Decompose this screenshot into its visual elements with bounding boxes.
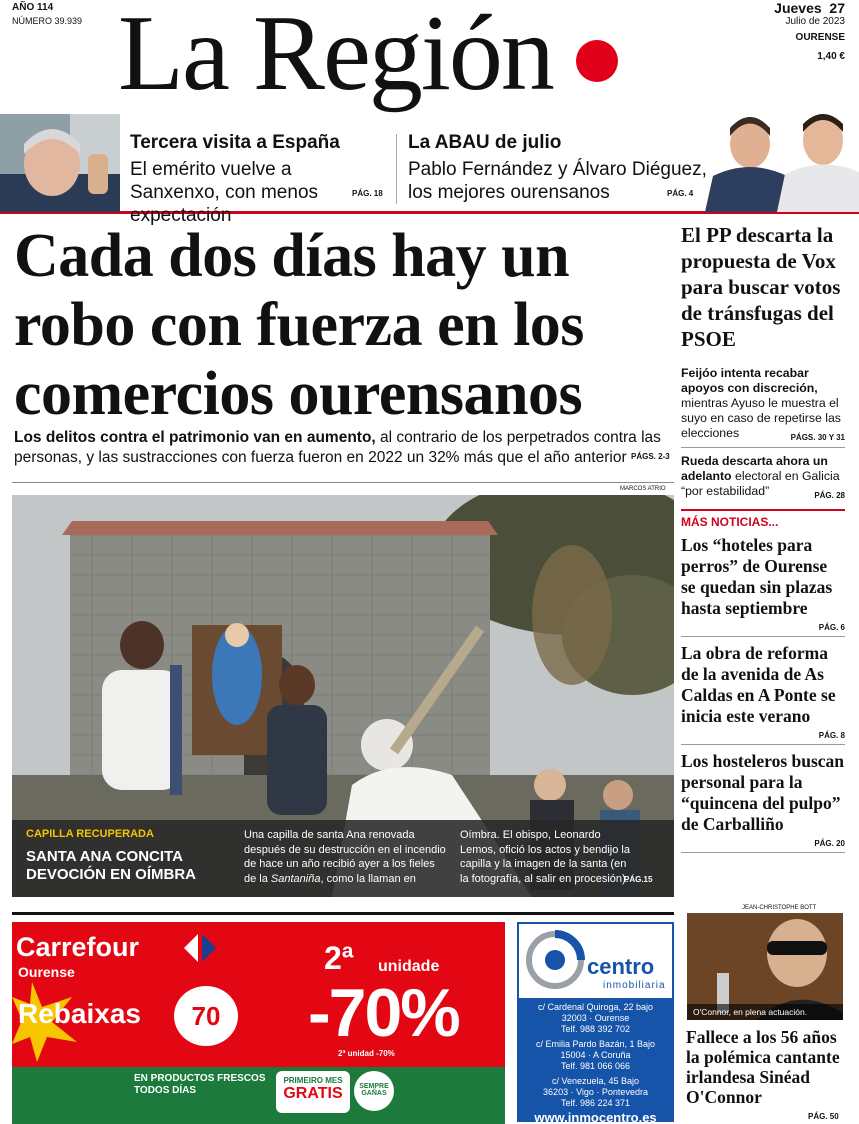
centro-brand: centro <box>587 954 655 979</box>
centro-inmobiliaria-ad[interactable] <box>517 922 674 1122</box>
right-sub-2-bold: Rueda descarta ahora un adelanto <box>681 454 828 483</box>
right-item-1[interactable]: Los “hoteles para perros” de Ourense se quedan sin plazas hasta septiembre <box>681 535 833 618</box>
centro-offices <box>519 998 672 1124</box>
carrefour-brand: Carrefour <box>16 932 140 962</box>
teaser-2-title: La ABAU de julio <box>408 132 562 153</box>
teaser-photo-students <box>705 106 859 212</box>
free-badge <box>276 1071 350 1113</box>
lead-deck-bold: Los delitos contra el patrimonio van en aumento, <box>14 429 376 446</box>
right-sub-1-text: mientras Ayuso le muestra el suyo en caso de repetirse las elecciones <box>681 396 841 440</box>
newspaper-logo[interactable]: La Región <box>118 0 553 113</box>
teaser-2[interactable] <box>408 132 708 204</box>
teaser-bar <box>0 112 859 226</box>
centro-logo-icon <box>525 930 585 990</box>
masthead <box>0 0 859 113</box>
office-1-line-2: 32003 · Ourense <box>561 1013 630 1023</box>
carrefour-city: Ourense <box>18 964 75 980</box>
office-3-line-1: c/ Venezuela, 45 Bajo <box>551 1076 640 1086</box>
teaser-1-text: El emérito vuelve a Sanxenxo, con menos expectación <box>130 159 319 226</box>
office-3-line-2: 36203 · Vigo · Pontevedra <box>543 1087 648 1097</box>
teaser-1-title: Tercera visita a España <box>130 132 340 153</box>
right-item-1-page: PÁG. 6 <box>818 623 845 632</box>
edition: OURENSE <box>795 32 845 43</box>
year-label: AÑO 114 <box>12 2 54 13</box>
right-item-3-page: PÁG. 20 <box>814 839 845 848</box>
carrefour-discount: -70% <box>308 975 459 1051</box>
office-2-line-1: c/ Emilia Pardo Bazán, 1 Bajo <box>535 1039 656 1049</box>
singer-caption: O'Connor, en plena actuación. <box>687 1004 843 1020</box>
right-sub-2 <box>681 454 845 499</box>
teaser-1[interactable] <box>130 132 390 227</box>
month-year: Julio de 2023 <box>785 16 845 27</box>
right-sub-1-bold: Feijóo intenta recabar apoyos con discreción, <box>681 366 818 395</box>
right-last-headline[interactable]: Fallece a los 56 años la polémica cantante irlandesa Sinéad O'Connor <box>686 1027 840 1107</box>
photo-credit: MARCOS ATRIO <box>620 486 666 492</box>
lead-deck-text: al contrario de los perpetrados contra las personas, y las sustracciones con fuerza fueron en 2022 un 32% más que el año anterior <box>14 429 661 466</box>
right-sub-2-text: electoral en Galicia “por estabilidad” <box>681 469 840 498</box>
divider <box>12 482 674 483</box>
carrefour-unit: unidade <box>378 958 440 975</box>
right-item-2-page: PÁG. 8 <box>818 731 845 740</box>
main-headline[interactable]: Cada dos días hay un robo con fuerza en los comercios ourensanos <box>14 222 584 428</box>
sempre-ganas-badge: SEMPRE GAÑAS <box>354 1071 394 1111</box>
office-3-line-3: Telf. 986 224 371 <box>560 1098 631 1108</box>
right-item-2[interactable]: La obra de reforma de la avenida de As Caldas en A Ponte se inicia este verano <box>681 643 836 726</box>
right-sub-2-page: PÁG. 28 <box>814 491 845 500</box>
rule <box>681 744 845 745</box>
caption-kicker: CAPILLA RECUPERADA <box>26 828 154 840</box>
issue-number: NÚMERO 39.939 <box>12 16 83 26</box>
discount-badge: 70 <box>174 986 238 1046</box>
right-top-headline[interactable]: El PP descarta la propuesta de Vox para buscar votos de tránsfugas del PSOE <box>681 223 841 351</box>
carrefour-promo: Rebaixas <box>18 998 141 1029</box>
teaser-1-page: PÁG. 18 <box>352 189 383 198</box>
centro-website[interactable]: www.inmocentro.es <box>534 1110 657 1124</box>
logo-red-dot <box>576 40 618 82</box>
first-month: PRIMEIRO MES <box>283 1076 343 1085</box>
date-block <box>735 0 845 62</box>
lead-page: PÁGS. 2-3 <box>631 452 670 461</box>
rule <box>681 852 845 853</box>
day: 27 <box>829 0 845 16</box>
photo-caption-bar <box>12 820 674 897</box>
carrefour-ad[interactable] <box>12 922 505 1067</box>
more-news-label: MÁS NOTICIAS... <box>681 515 779 529</box>
office-2-line-3: Telf. 981 066 066 <box>560 1061 631 1071</box>
right-last-page: PÁG. 50 <box>808 1112 839 1121</box>
caption-title[interactable]: SANTA ANA CONCITA DEVOCIÓN EN OÍMBRA <box>26 848 197 883</box>
rule <box>681 636 845 637</box>
caption-italic: Santaniña <box>270 872 321 885</box>
caption-text-1a: Una capilla de santa Ana renovada después de su destrucción en el incendio de hace un año recibió ayer a los fieles de la <box>244 829 446 885</box>
office-1-line-3: Telf. 988 392 702 <box>560 1024 631 1034</box>
fresh-products: EN PRODUCTOS FRESCOS TODOS DÍAS <box>134 1073 266 1096</box>
ad-divider <box>12 912 674 915</box>
carrefour-small-unit: 2ª unidad -70% <box>338 1049 395 1058</box>
caption-text-1b: , como la llaman en <box>320 872 416 885</box>
caption-page: PÁG.15 <box>624 875 653 884</box>
price: 1,40 € <box>817 51 845 62</box>
right-column <box>681 222 845 853</box>
teaser-divider <box>396 134 397 204</box>
carrefour-ordinal: 2ª <box>324 940 354 976</box>
singer-photo-credit: JEAN-CHRISTOPHE BOTT <box>742 905 817 911</box>
free-label: GRATIS <box>283 1085 343 1102</box>
lead-deck <box>14 428 674 468</box>
caption-text-1 <box>244 828 450 886</box>
centro-tagline: inmobiliaria <box>603 980 666 991</box>
teaser-photo-emeritus <box>0 114 120 212</box>
teaser-2-page: PÁG. 4 <box>667 189 694 198</box>
carrefour-logo-icon <box>180 932 220 964</box>
caption-text-2: Oímbra. El obispo, Leonardo Lemos, ofició los actos y bendijo la capilla y la imagen de la santa (en la fotografía, al salir en procesión). <box>460 829 630 885</box>
right-sub-1 <box>681 366 845 441</box>
rule <box>681 447 845 448</box>
right-item-3[interactable]: Los hosteleros buscan personal para la “quincena del pulpo” de Carballiño <box>681 751 845 834</box>
office-1-line-1: c/ Cardenal Quiroga, 22 bajo <box>537 1002 654 1012</box>
rule-red <box>681 509 845 511</box>
office-2-line-2: 15004 · A Coruña <box>560 1050 631 1060</box>
teaser-2-text: Pablo Fernández y Álvaro Diéguez, los mejores ourensanos <box>408 159 707 203</box>
singer-photo <box>687 913 843 1020</box>
right-sub-1-page: PÁGS. 30 Y 31 <box>790 433 845 442</box>
weekday: Jueves <box>774 0 822 16</box>
carrefour-ad-bottom[interactable] <box>12 1067 505 1124</box>
